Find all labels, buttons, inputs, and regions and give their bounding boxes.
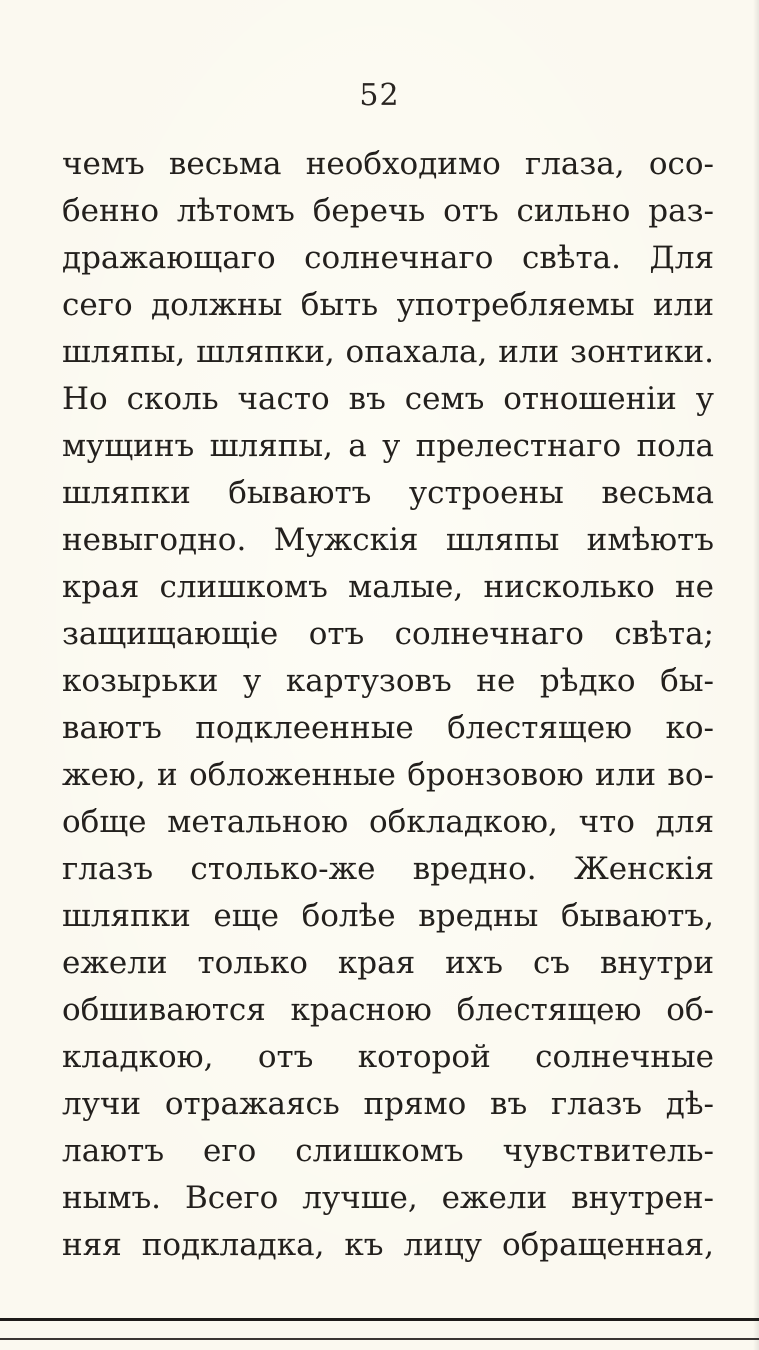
text-line: мущинъ шляпы, а у прелестнаго пола: [62, 428, 714, 464]
page-number: 52: [359, 78, 400, 113]
text-line: шляпки еще болѣе вредны бываютъ,: [62, 898, 714, 934]
text-line: жею, и обложенные бронзовою или во-: [62, 757, 714, 793]
scan-border-line: [0, 1338, 759, 1340]
text-line: шляпы, шляпки, опахала, или зонтики.: [62, 334, 714, 370]
text-line: бенно лѣтомъ беречь отъ сильно раз-: [62, 193, 714, 229]
text-line: ваютъ подклеенные блестящею ко-: [62, 710, 714, 746]
text-line: няя подкладка, къ лицу обращенная,: [62, 1227, 714, 1263]
scan-border-line: [0, 1318, 759, 1321]
text-line: козырьки у картузовъ не рѣдко бы-: [62, 663, 714, 699]
text-line: лучи отражаясь прямо въ глазъ дѣ-: [62, 1086, 714, 1122]
text-line: защищающiе отъ солнечнаго свѣта;: [62, 616, 714, 652]
text-line: обшиваются красною блестящею об-: [62, 992, 714, 1028]
page-edge-shadow: [753, 0, 759, 1350]
text-line: нымъ. Всего лучше, ежели внутрен-: [62, 1180, 714, 1216]
text-line: невыгодно. Мужскiя шляпы имѣютъ: [62, 522, 714, 558]
text-line: края слишкомъ малые, нисколько не: [62, 569, 714, 605]
text-line: чемъ весьма необходимо глаза, осо-: [62, 146, 714, 182]
text-line: кладкою, отъ которой солнечные: [62, 1039, 714, 1075]
text-line: обще метальною обкладкою, что для: [62, 804, 714, 840]
text-line: ежели только края ихъ съ внутри: [62, 945, 714, 981]
text-line: дражающаго солнечнаго свѣта. Для: [62, 240, 714, 276]
text-line: сего должны быть употребляемы или: [62, 287, 714, 323]
text-line: глазъ столько-же вредно. Женскiя: [62, 851, 714, 887]
text-line: шляпки бываютъ устроены весьма: [62, 475, 714, 511]
text-line: Но сколь часто въ семъ отношенiи у: [62, 381, 714, 417]
text-line: лаютъ его слишкомъ чувствитель-: [62, 1133, 714, 1169]
body-text: [62, 141, 714, 1269]
